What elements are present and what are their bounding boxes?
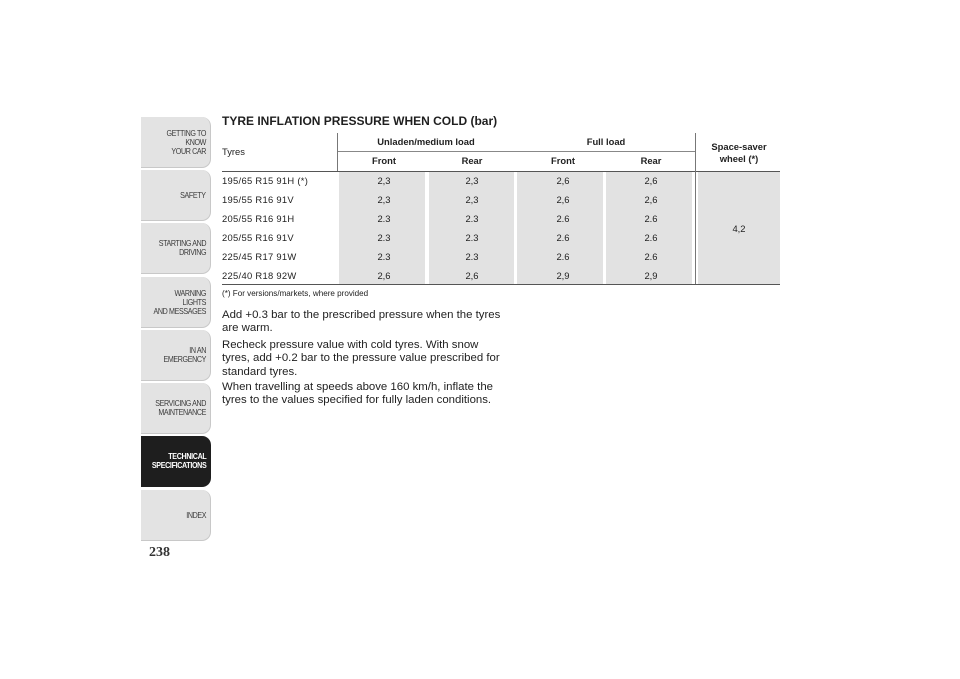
tyre-size: 195/65 R15 91H (*) <box>222 175 309 186</box>
full-front-value: 2.6 <box>556 251 570 262</box>
tyre-size: 225/45 R17 91W <box>222 251 297 262</box>
paragraph: When travelling at speeds above 160 km/h, inflate the tyres to the values specified for fully laden conditions. <box>222 381 494 407</box>
tab-warning-lights[interactable] <box>141 277 211 328</box>
full-load-header: Full load <box>586 136 626 147</box>
full-front-value: 2.6 <box>556 213 570 224</box>
tyre-size: 205/55 R16 91V <box>222 232 294 243</box>
header-divider <box>337 151 695 152</box>
rear-header: Rear <box>640 155 662 166</box>
unladen-header: Unladen/medium load <box>377 136 475 147</box>
page-number: 238 <box>149 545 170 560</box>
unladen-rear-value: 2,3 <box>465 194 479 205</box>
tab-label: GETTING TO KNOW YOUR CAR <box>166 127 206 156</box>
spare-wheel-value: 4,2 <box>732 223 746 234</box>
table-bottom-rule <box>222 284 780 285</box>
unladen-front-value: 2.3 <box>377 232 391 243</box>
spare-header-line1: Space-saver <box>711 141 767 152</box>
full-rear-value: 2.6 <box>644 213 658 224</box>
full-front-value: 2,6 <box>556 175 570 186</box>
full-front-value: 2,9 <box>556 270 570 281</box>
unladen-front-value: 2,3 <box>377 194 391 205</box>
table-footnote: (*) For versions/markets, where provided <box>222 289 369 298</box>
section-title: TYRE INFLATION PRESSURE WHEN COLD (bar) <box>222 114 498 128</box>
full-front-value: 2,6 <box>556 194 570 205</box>
unladen-front-value: 2,3 <box>377 175 391 186</box>
column-divider <box>337 133 338 171</box>
tab-label: SERVICING AND MAINTENANCE <box>155 398 206 417</box>
tab-safety[interactable] <box>141 170 211 221</box>
unladen-rear-value: 2.3 <box>465 251 479 262</box>
unladen-front-value: 2.3 <box>377 251 391 262</box>
unladen-rear-value: 2,6 <box>465 270 479 281</box>
tab-getting-to-know-your-car[interactable] <box>141 117 211 168</box>
tyre-size: 205/55 R16 91H <box>222 213 295 224</box>
column-divider <box>695 133 696 284</box>
tab-label: TECHNICAL SPECIFICATIONS <box>151 451 206 470</box>
front-header: Front <box>551 155 575 166</box>
tab-index[interactable] <box>141 490 211 541</box>
tyre-size: 195/55 R16 91V <box>222 194 294 205</box>
tab-label: STARTING AND DRIVING <box>158 238 206 257</box>
spare-header-line2: wheel (*) <box>719 153 759 164</box>
front-header: Front <box>372 155 396 166</box>
tyres-header: Tyres <box>222 146 245 157</box>
full-rear-value: 2,9 <box>644 270 658 281</box>
header-bottom-rule <box>222 171 780 172</box>
full-front-shade <box>517 172 603 284</box>
tyre-size: 225/40 R18 92W <box>222 270 297 281</box>
unladen-front-shade <box>339 172 425 284</box>
tab-label: INDEX <box>186 509 206 520</box>
unladen-rear-value: 2.3 <box>465 213 479 224</box>
tab-starting-and-driving[interactable] <box>141 223 211 274</box>
tab-servicing-and-maintenance[interactable] <box>141 383 211 434</box>
tab-label: IN AN EMERGENCY <box>163 345 206 364</box>
paragraph: Add +0.3 bar to the prescribed pressure when the tyres are warm. <box>222 309 501 335</box>
unladen-front-value: 2.3 <box>377 213 391 224</box>
full-rear-value: 2.6 <box>644 232 658 243</box>
full-rear-value: 2,6 <box>644 194 658 205</box>
unladen-rear-value: 2.3 <box>465 232 479 243</box>
unladen-front-value: 2,6 <box>377 270 391 281</box>
unladen-rear-shade <box>429 172 514 284</box>
tab-technical-specifications[interactable] <box>141 436 211 487</box>
tab-label: SAFETY <box>180 189 206 200</box>
full-rear-value: 2,6 <box>644 175 658 186</box>
paragraph: Recheck pressure value with cold tyres. With snow tyres, add +0.2 bar to the pressure value prescribed for standard tyres. <box>222 339 500 378</box>
full-front-value: 2.6 <box>556 232 570 243</box>
tab-in-an-emergency[interactable] <box>141 330 211 381</box>
tab-label: WARNING LIGHTS AND MESSAGES <box>153 287 206 316</box>
unladen-rear-value: 2,3 <box>465 175 479 186</box>
rear-header: Rear <box>461 155 483 166</box>
full-rear-value: 2.6 <box>644 251 658 262</box>
full-rear-shade <box>606 172 692 284</box>
